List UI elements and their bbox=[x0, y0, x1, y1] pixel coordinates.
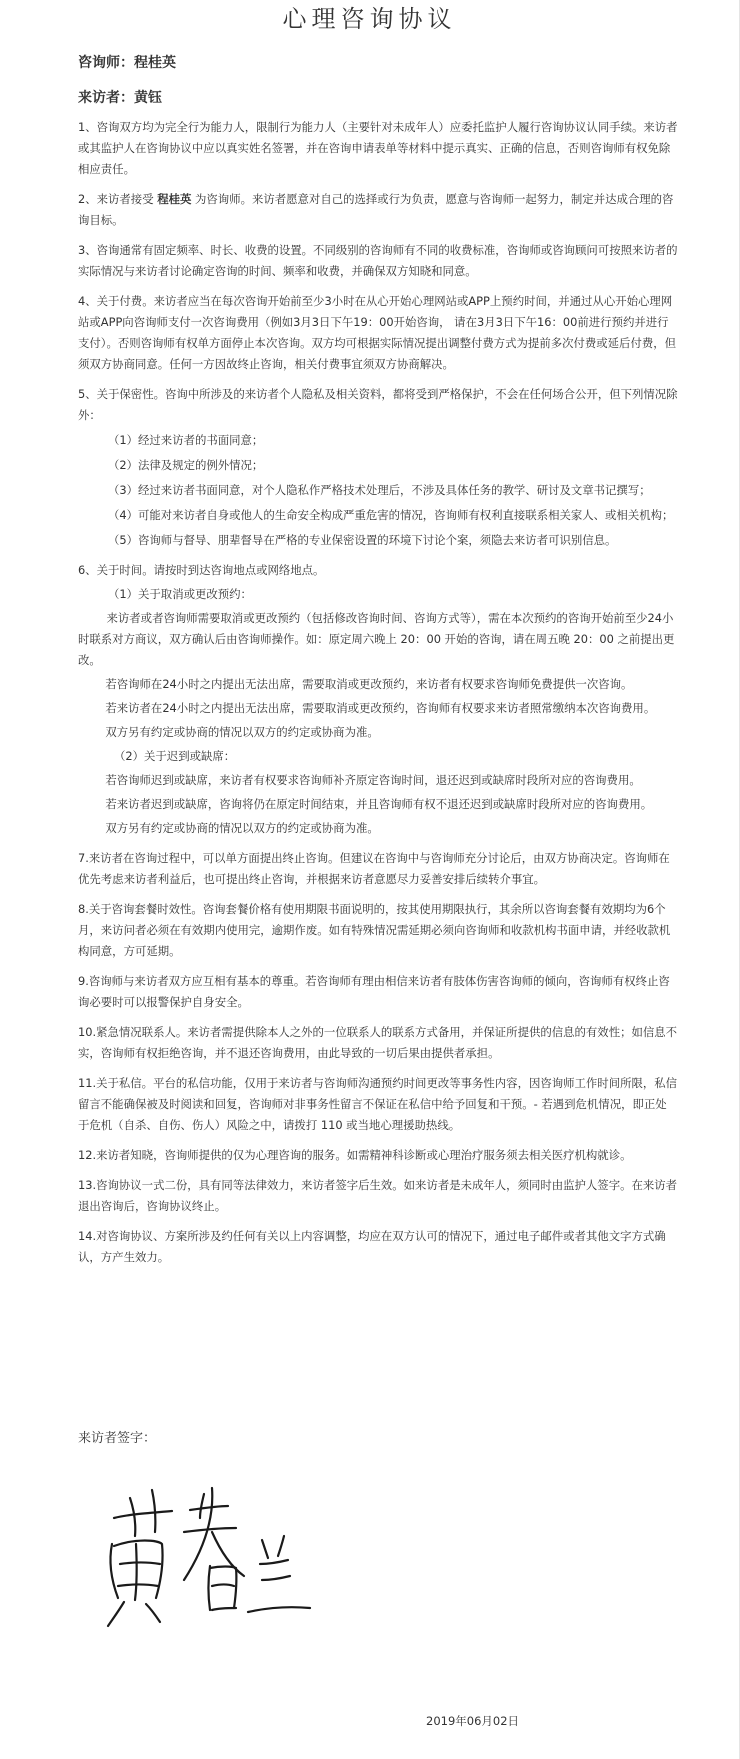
clause-6: 6、关于时间。请按时到达咨询地点或网络地点。 bbox=[78, 563, 325, 577]
clause-6-1-title: （1）关于取消或更改预约： bbox=[108, 587, 252, 601]
clause-5-item: （4）可能对来访者自身或他人的生命安全构成严重危害的情况，咨询师有权利直接联系相关家人、或相关机构； bbox=[108, 508, 674, 522]
clause-2-counselor-name: 程桂英 bbox=[157, 192, 192, 206]
clause-2 bbox=[78, 189, 678, 231]
clause-14: 14.对咨询协议、方案所涉及约任何有关以上内容调整，均应在双方认可的情况下，通过电子邮件或者其他文字方式确认，方产生效力。 bbox=[78, 1229, 666, 1264]
clause-6-1-p2: 若咨询师在24小时之内提出无法出席，需要取消或更改预约，来访者有权要求咨询师免费提供一次咨询。 bbox=[105, 677, 633, 691]
clause-13: 13.咨询协议一式二份，具有同等法律效力，来访者签字后生效。如来访者是未成年人，须同时由监护人签字。在来访者退出咨询后，咨询协议终止。 bbox=[78, 1178, 678, 1213]
clause-7: 7.来访者在咨询过程中，可以单方面提出终止咨询。但建议在咨询中与咨询师充分讨论后，由双方协商决定。咨询师在优先考虑来访者利益后，也可提出终止咨询，并根据来访者意愿尽力妥善安排后续转介事宜。 bbox=[78, 851, 670, 886]
visitor-line bbox=[78, 87, 162, 107]
clause-6-2-p2: 若来访者迟到或缺席，咨询将仍在原定时间结束，并且咨询师有权不退还迟到或缺席时段所对应的咨询费用。 bbox=[105, 797, 653, 811]
clause-5-item: （3）经过来访者书面同意，对个人隐私作严格技术处理后，不涉及具体任务的教学、研讨及文章书记撰写； bbox=[108, 483, 651, 497]
counselor-line bbox=[78, 52, 176, 72]
agreement-body bbox=[78, 117, 678, 1277]
clause-2-pre: 2、来访者接受 bbox=[78, 192, 158, 206]
visitor-label: 来访者： bbox=[78, 90, 134, 106]
counselor-name: 程桂英 bbox=[134, 55, 176, 71]
counselor-label: 咨询师： bbox=[78, 55, 134, 71]
visitor-name: 黄钰 bbox=[134, 90, 162, 106]
document-title: 心理咨询协议 bbox=[282, 5, 457, 33]
clause-5-item: （1）经过来访者的书面同意； bbox=[108, 433, 264, 447]
clause-1: 1、咨询双方均为完全行为能力人，限制行为能力人（主要针对未成年人）应委托监护人履行咨询协议认同手续。来访者或其监护人在咨询协议中应以真实姓名签署，并在咨询申请表单等材料中提示真实、正确的信息，否则咨询师有权免除相应责任。 bbox=[78, 120, 678, 176]
clause-8: 8.关于咨询套餐时效性。咨询套餐价格有使用期限书面说明的，按其使用期限执行，其余所以咨询套餐有效期均为6个月，来访问者必须在有效期内使用完，逾期作废。如有特殊情况需延期必须向咨询师和收款机构书面申请，并经收款机构同意，方可延期。 bbox=[78, 902, 671, 958]
clause-5: 5、关于保密性。咨询中所涉及的来访者个人隐私及相关资料，都将受到严格保护，不会在任何场合公开，但下列情况除外： bbox=[78, 387, 678, 422]
clause-9: 9.咨询师与来访者双方应互相有基本的尊重。若咨询师有理由相信来访者有肢体伤害咨询师的倾向，咨询师有权终止咨询必要时可以报警保护自身安全。 bbox=[78, 974, 670, 1009]
clause-11: 11.关于私信。平台的私信功能，仅用于来访者与咨询师沟通预约时间更改等事务性内容，因咨询师工作时间所限，私信留言不能确保被及时阅读和回复，咨询师对非事务性留言不保证在私信中给予回复和干预。- 若遇到危机情况，即正处于危机（自杀、自伤、伤人）风险之中，请拨打 110 或当地心理援助热线。 bbox=[78, 1076, 678, 1132]
clause-12: 12.来访者知晓，咨询师提供的仅为心理咨询的服务。如需精神科诊断或心理治疗服务须去相关医疗机构就诊。 bbox=[78, 1148, 632, 1162]
clause-6-2-title: （2）关于迟到或缺席： bbox=[114, 749, 236, 763]
clause-4: 4、关于付费。来访者应当在每次咨询开始前至少3小时在从心开始心理网站或APP上预约时间，并通过从心开始心理网站或APP向咨询师支付一次咨询费用（例如3月3日下午19：00开始咨询， 请在3月3日下午16：00前进行预约并进行支付）。否则咨询师有权单方面停止本次咨询。双方均可根据实际情况提出调整付费方式为提前多次付费或延后付费，但须双方协商同意。任何一方因故终止咨询，相关付费事宜须双方协商解决。 bbox=[78, 294, 677, 371]
clause-5-item: （5）咨询师与督导、朋辈督导在严格的专业保密设置的环境下讨论个案，须隐去来访者可识别信息。 bbox=[108, 533, 617, 547]
clause-6-1-p4: 双方另有约定或协商的情况以双方的约定或协商为准。 bbox=[105, 725, 379, 739]
clause-6-2-p3: 双方另有约定或协商的情况以双方的约定或协商为准。 bbox=[105, 821, 379, 835]
clause-5-item: （2）法律及规定的例外情况； bbox=[108, 458, 264, 472]
clause-10: 10.紧急情况联系人。来访者需提供除本人之外的一位联系人的联系方式备用，并保证所提供的信息的有效性；如信息不实，咨询师有权拒绝咨询，并不退还咨询费用，由此导致的一切后果由提供者承担。 bbox=[78, 1025, 678, 1060]
handwritten-signature bbox=[100, 1480, 340, 1630]
signature-label: 来访者签字： bbox=[78, 1431, 157, 1446]
clause-6-1-p3: 若来访者在24小时之内提出无法出席，需要取消或更改预约，咨询师有权要求来访者照常缴纳本次咨询费用。 bbox=[105, 701, 656, 715]
signature-date: 2019年06月02日 bbox=[426, 1714, 520, 1728]
clause-5-list bbox=[78, 430, 678, 551]
clause-2-post: 为咨询师。来访者愿意对自己的选择或行为负责，愿意与咨询师一起努力，制定并达成合理的咨询目标。 bbox=[78, 192, 674, 227]
clause-6-2-p1: 若咨询师迟到或缺席，来访者有权要求咨询师补齐原定咨询时间，退还迟到或缺席时段所对应的咨询费用。 bbox=[105, 773, 641, 787]
clause-3: 3、咨询通常有固定频率、时长、收费的设置。不同级别的咨询师有不同的收费标准，咨询师或咨询顾问可按照来访者的实际情况与来访者讨论确定咨询的时间、频率和收费，并确保双方知晓和同意。 bbox=[78, 243, 678, 278]
clause-6-1-p1: 来访者或者咨询师需要取消或更改预约（包括修改咨询时间、咨询方式等），需在本次预约的咨询开始前至少24小时联系对方商议，双方确认后由咨询师操作。如：原定周六晚上 20：00 开始的咨询，请在周五晚 20：00 之前提出更改。 bbox=[78, 611, 675, 667]
